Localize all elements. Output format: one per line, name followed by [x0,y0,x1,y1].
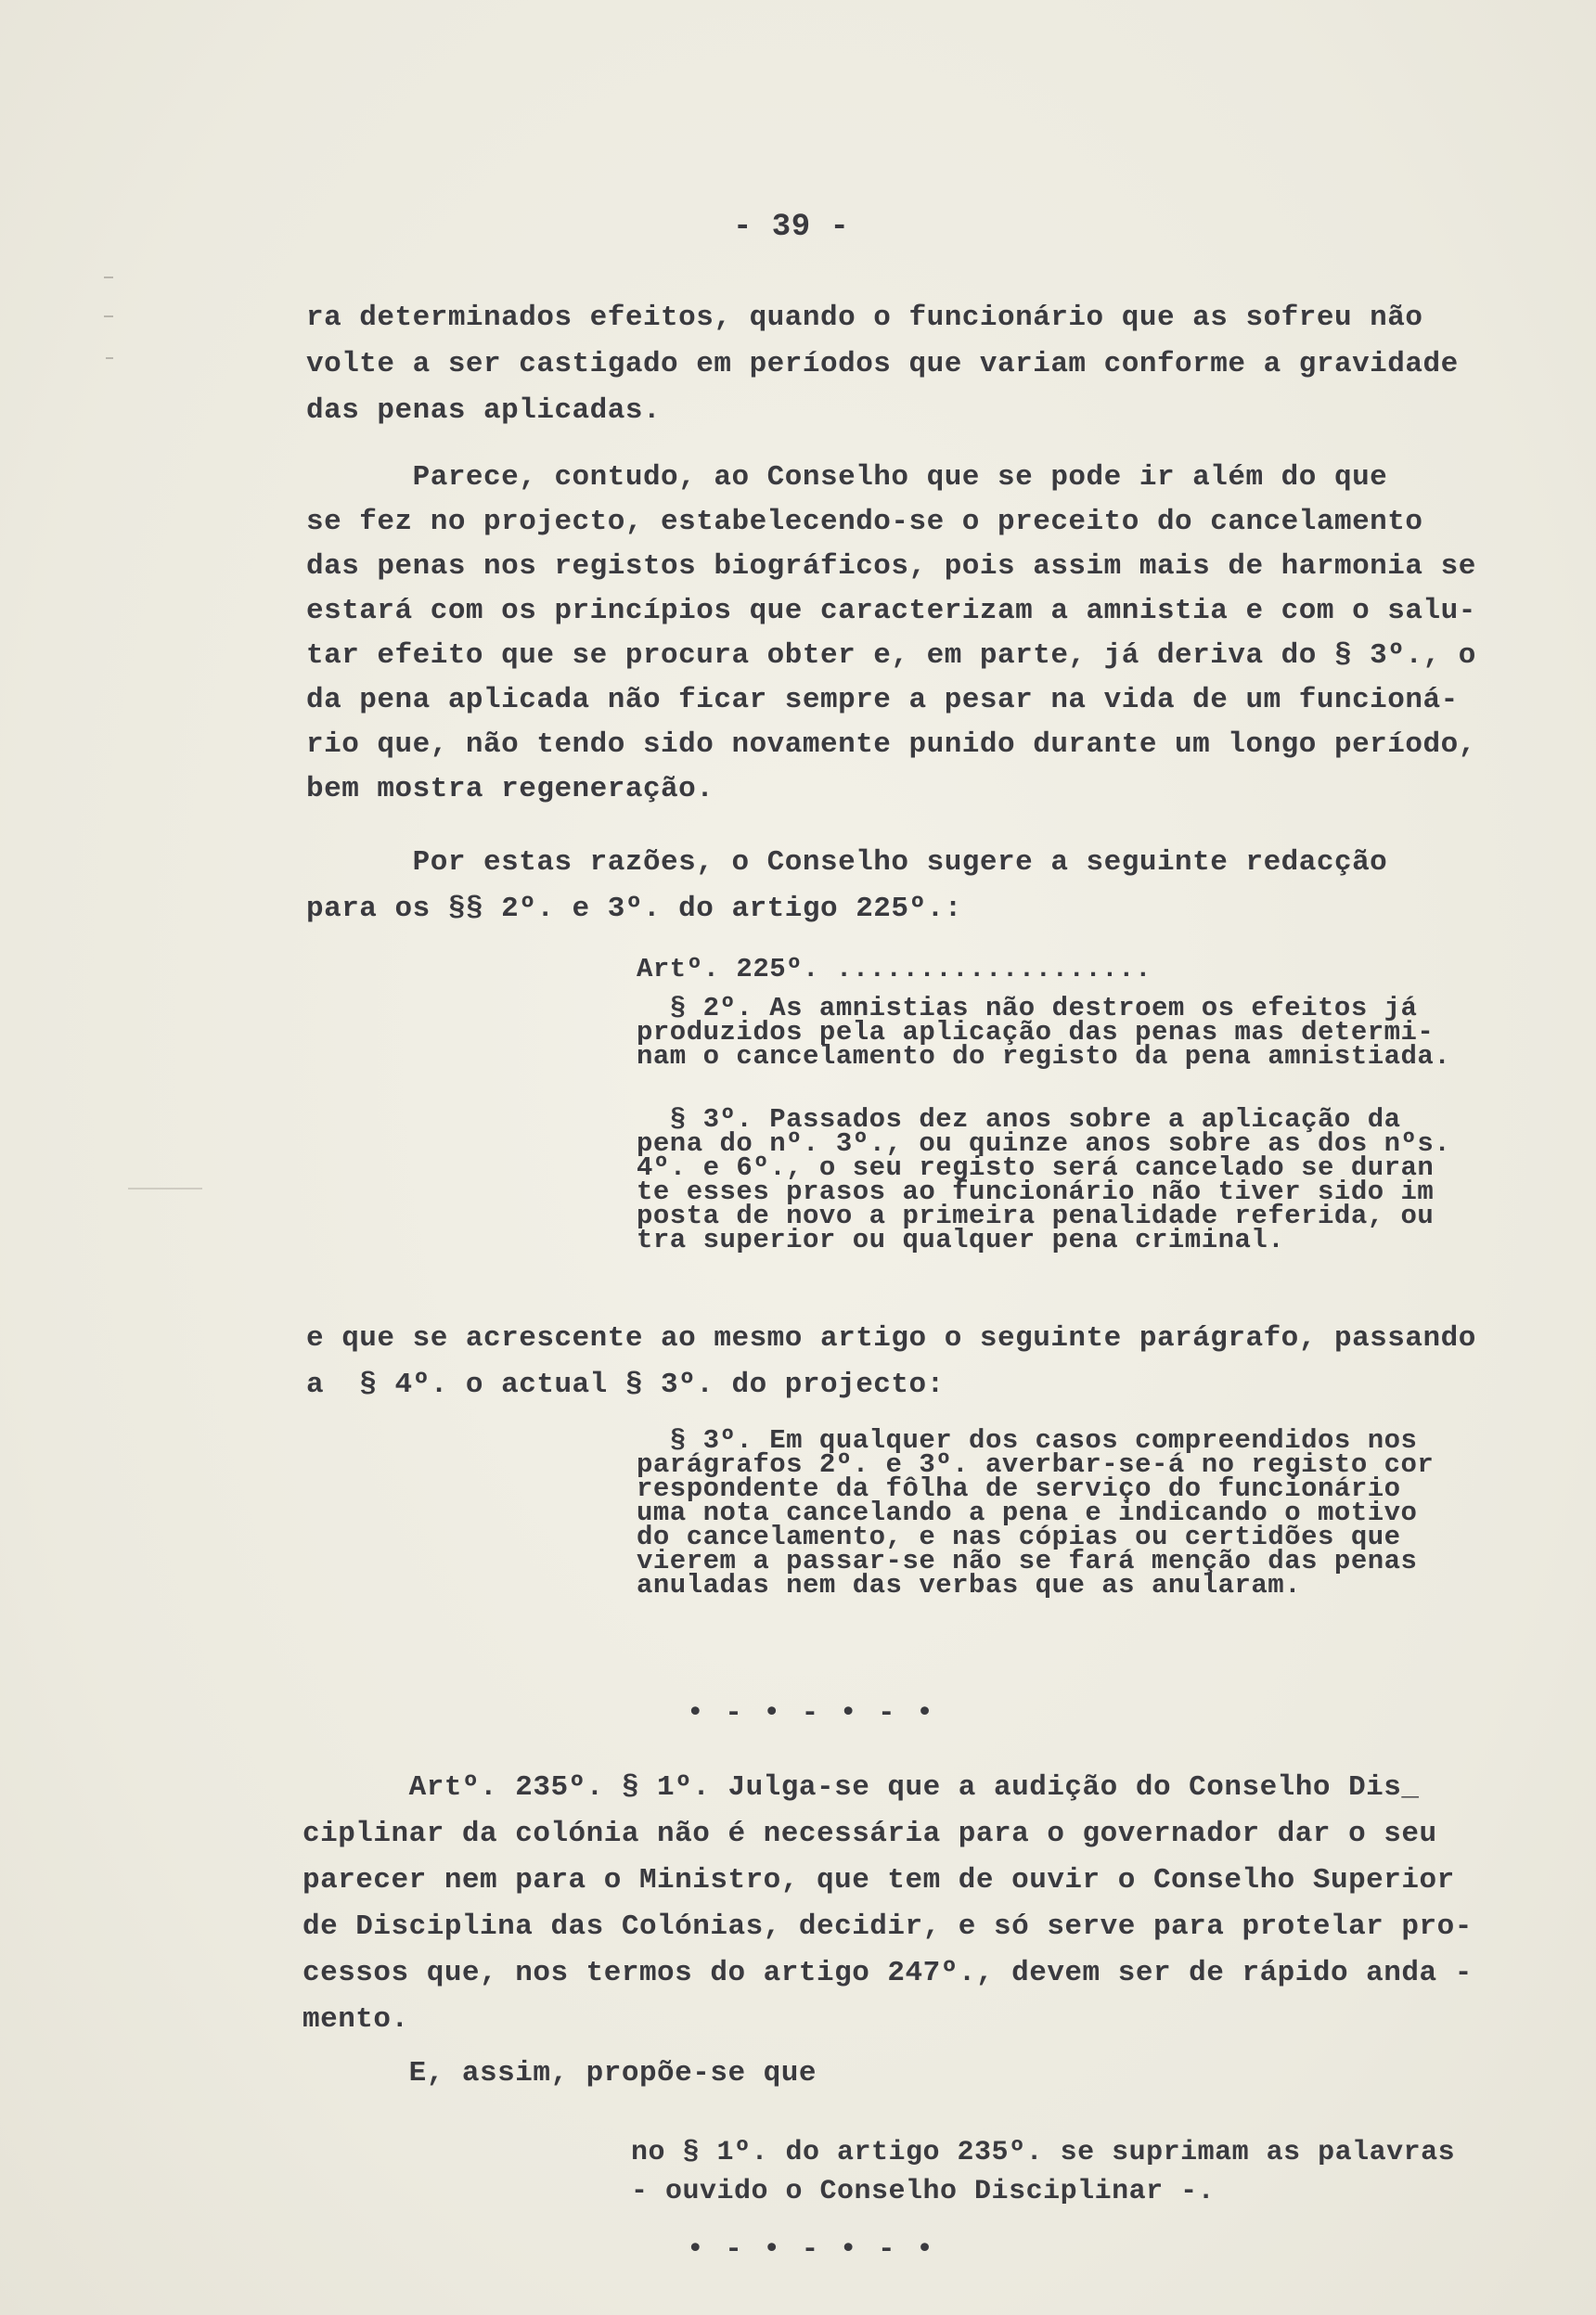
text-line: se fez no projecto, estabelecendo-se o preceito do cancelamento [306,506,1423,538]
text-line: tar efeito que se procura obter e, em parte, já deriva do § 3º., o [306,639,1476,672]
text-line: para os §§ 2º. e 3º. do artigo 225º.: [306,893,962,925]
text-line: uma nota cancelando a pena e indicando o motivo [637,1498,1418,1528]
text-line: a § 4º. o actual § 3º. do projecto: [306,1369,945,1401]
text-line: das penas aplicadas. [306,394,662,427]
margin-mark [104,315,113,317]
margin-mark [106,357,113,359]
page-number: - 39 - [733,210,850,245]
text-line: pena do nº. 3º., ou quinze anos sobre as dos nºs. [637,1128,1451,1159]
text-line: vierem a passar-se não se fará menção das penas [637,1546,1418,1576]
text-line: anuladas nem das verbas que as anularam. [637,1570,1302,1601]
text-line: ciplinar da colónia não é necessária para o governador dar o seu [302,1818,1437,1850]
text-line: § 2º. As amnistias não destroem os efeitos já [637,993,1418,1023]
text-line: no § 1º. do artigo 235º. se suprimam as palavras [631,2137,1456,2168]
text-line: tra superior ou qualquer pena criminal. [637,1225,1285,1255]
margin-mark [104,277,113,278]
text-line: de Disciplina das Colónias, decidir, e só serve para protelar pro- [302,1910,1473,1943]
text-line: das penas nos registos biográficos, pois assim mais de harmonia se [306,550,1476,583]
text-line: respondente da fôlha de serviço do funcionário [637,1473,1401,1504]
text-line: parágrafos 2º. e 3º. averbar-se-á no registo cor [637,1449,1435,1480]
text-line: cessos que, nos termos do artigo 247º., devem ser de rápido anda - [302,1957,1473,1989]
text-line: mento. [302,2003,409,2036]
quote-heading: Artº. 225º. ................... [637,954,1152,984]
text-line: do cancelamento, e nas cópias ou certidões que [637,1522,1401,1552]
text-line: ra determinados efeitos, quando o funcionário que as sofreu não [306,302,1423,334]
text-line: 4º. e 6º., o seu registo será cancelado se duran [637,1152,1435,1183]
text-line: Parece, contudo, ao Conselho que se pode ir além do que [306,461,1388,494]
text-line: posta de novo a primeira penalidade referida, ou [637,1201,1435,1231]
text-line: - ouvido o Conselho Disciplinar -. [631,2176,1216,2207]
text-line: Por estas razões, o Conselho sugere a seguinte redacção [306,846,1388,879]
text-line: § 3º. Passados dez anos sobre a aplicação da [637,1104,1401,1135]
text-line: produzidos pela aplicação das penas mas determi- [637,1017,1435,1048]
text-line: e que se acrescente ao mesmo artigo o seguinte parágrafo, passando [306,1322,1476,1355]
text-line: te esses prasos ao funcionário não tiver sido im [637,1177,1435,1207]
text-line: E, assim, propõe-se que [302,2057,817,2090]
text-line: volte a ser castigado em períodos que variam conforme a gravidade [306,348,1459,380]
section-separator: • - • - • - • [687,1697,935,1730]
margin-mark [128,1188,202,1190]
text-line: Artº. 235º. § 1º. Julga-se que a audição do Conselho Dis_ [302,1771,1420,1804]
text-line: § 3º. Em qualquer dos casos compreendidos nos [637,1425,1418,1456]
section-separator: • - • - • - • [687,2233,935,2266]
text-line: bem mostra regeneração. [306,773,714,805]
text-line: da pena aplicada não ficar sempre a pesar na vida de um funcioná- [306,684,1459,716]
text-line: nam o cancelamento do registo da pena amnistiada. [637,1041,1451,1072]
text-line: parecer nem para o Ministro, que tem de ouvir o Conselho Superior [302,1864,1455,1897]
text-line: estará com os princípios que caracterizam a amnistia e com o salu- [306,595,1476,627]
text-line: rio que, não tendo sido novamente punido durante um longo período, [306,728,1476,761]
